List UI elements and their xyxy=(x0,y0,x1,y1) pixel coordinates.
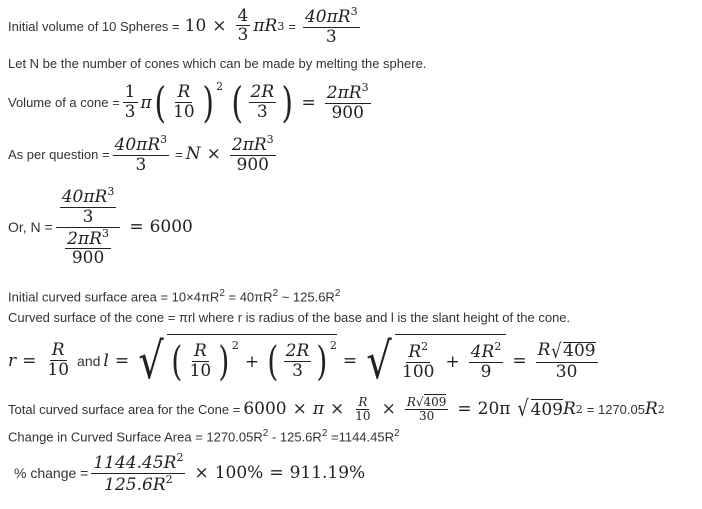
result-value: 911.19% xyxy=(289,463,366,484)
right-paren: ) xyxy=(218,338,230,385)
text-part: Change in Curved Surface Area = 1270.05R xyxy=(8,429,263,445)
equals-sign: = xyxy=(269,463,284,484)
radical-sign: √ xyxy=(415,395,424,409)
left-paren: ( xyxy=(154,78,166,127)
bottom-fraction xyxy=(65,228,111,269)
numerator: 2πR xyxy=(67,228,102,249)
numerator: 1 xyxy=(124,81,136,102)
text-part: ~ 125.6R xyxy=(278,289,335,305)
sqrt-expression xyxy=(135,334,337,388)
denominator: 3 xyxy=(237,25,249,46)
label: Or, N = xyxy=(8,219,53,236)
denominator: 125.6R xyxy=(104,474,166,495)
plus-sign: + xyxy=(244,351,260,372)
line-total-curved-area xyxy=(8,396,665,423)
denominator: 9 xyxy=(480,362,492,383)
left-paren: ( xyxy=(231,78,244,127)
denominator: 3 xyxy=(292,360,303,381)
radical-sign: √ xyxy=(517,396,530,422)
radical-sign: √ xyxy=(551,338,562,363)
label: As per question = xyxy=(8,146,110,162)
exponent: 2 xyxy=(216,80,224,93)
sqrt-expression-2 xyxy=(363,334,506,388)
numerator: 4 xyxy=(237,5,249,26)
fraction-r-over-10 xyxy=(353,396,372,423)
denominator: 10 xyxy=(173,101,195,122)
exponent: 2 xyxy=(421,340,429,354)
exponent: 2 xyxy=(334,288,341,299)
fraction-change xyxy=(91,452,185,495)
right-paren: ) xyxy=(281,78,294,127)
numerator: R xyxy=(537,340,551,361)
exponent: 3 xyxy=(107,185,115,198)
pi-symbol: π xyxy=(312,399,325,420)
denominator: 3 xyxy=(325,26,337,47)
times-symbol: × xyxy=(212,16,227,37)
exponent: 2 xyxy=(494,340,502,354)
exponent: 2 xyxy=(321,428,328,439)
fraction-2r-over-3 xyxy=(249,81,277,122)
denominator: 3 xyxy=(135,154,147,175)
fraction-r-root409-over-30 xyxy=(405,396,449,423)
denominator: 30 xyxy=(418,408,435,423)
radical-sign: √ xyxy=(138,332,164,390)
line-initial-curved-area xyxy=(8,288,340,304)
fraction-result xyxy=(303,6,360,47)
exponent: 3 xyxy=(266,133,274,146)
line-percent-change xyxy=(14,452,365,495)
exponent: 2 xyxy=(575,402,583,416)
denominator: 900 xyxy=(71,248,105,269)
equals-sign: = xyxy=(301,92,316,113)
r-symbol: R xyxy=(562,399,576,420)
numerator: R xyxy=(177,81,191,102)
value-ten: 10 xyxy=(184,16,207,37)
line-volume-cone xyxy=(8,78,374,127)
numerator: 2R xyxy=(285,340,310,361)
pi-symbol: π xyxy=(253,16,265,37)
result-value: 6000 xyxy=(149,217,193,238)
r-symbol: r xyxy=(8,351,17,371)
exponent: 3 xyxy=(160,133,168,146)
radicand: 409 xyxy=(423,395,447,409)
right-paren: ) xyxy=(316,338,328,385)
fraction-four-thirds xyxy=(236,5,251,46)
numerator: 40πR xyxy=(114,135,161,155)
radical-sign: √ xyxy=(366,332,392,390)
and-text: and xyxy=(77,353,101,369)
radicand: 409 xyxy=(530,399,563,420)
line-change-area xyxy=(8,428,400,444)
equals-sign: = xyxy=(175,146,183,162)
l-symbol: l xyxy=(103,351,109,371)
line-as-per-question xyxy=(8,134,279,175)
hundred-percent: 100% xyxy=(214,463,264,484)
denominator: 100 xyxy=(402,362,435,383)
exponent: 3 xyxy=(101,226,109,240)
fraction-r-over-10 xyxy=(45,342,71,380)
line-r-and-l xyxy=(8,334,601,388)
label: Total curved surface area for the Cone = xyxy=(8,401,241,417)
label: % change = xyxy=(14,465,89,482)
fraction-right xyxy=(230,134,276,175)
r-symbol: R xyxy=(644,399,658,420)
exponent: 2 xyxy=(329,339,337,352)
denominator: 10 xyxy=(355,408,371,423)
numerator: 40πR xyxy=(61,187,108,207)
numerator: 1144.45R xyxy=(93,453,177,473)
exponent: 3 xyxy=(277,19,285,33)
text-part: Initial curved surface area = 10×4πR xyxy=(8,289,220,305)
radicand: 409 xyxy=(563,340,596,361)
fraction-r-over-10 xyxy=(171,81,197,122)
fraction-left xyxy=(113,134,170,175)
times-symbol: × xyxy=(330,399,345,420)
numerator: 2πR xyxy=(326,83,362,104)
numerator: R xyxy=(358,395,368,409)
denominator: 10 xyxy=(47,360,70,381)
denominator: 900 xyxy=(331,103,364,124)
text-part: - 125.6R xyxy=(268,429,322,445)
line-or-n xyxy=(8,186,193,268)
times-symbol: × xyxy=(206,144,221,165)
equals-sign: = xyxy=(342,351,358,371)
denominator: 3 xyxy=(256,101,268,122)
top-fraction xyxy=(60,186,117,227)
denominator: 10 xyxy=(189,360,212,381)
compound-fraction xyxy=(56,186,121,268)
fraction-one-third xyxy=(123,81,138,122)
exponent: 2 xyxy=(657,402,665,416)
fraction-result xyxy=(325,82,371,123)
result-text: = 1270.05 xyxy=(586,401,645,417)
value-6000: 6000 xyxy=(243,399,287,420)
times-symbol: × xyxy=(194,463,209,484)
twenty-pi: 20π xyxy=(477,399,511,420)
exponent: 3 xyxy=(361,81,369,95)
exponent: 2 xyxy=(219,288,225,299)
line-curved-surface-cone xyxy=(8,310,570,325)
plus-sign: + xyxy=(445,351,460,372)
left-paren: ( xyxy=(171,338,183,385)
denominator: 3 xyxy=(82,206,94,227)
equals-sign: = xyxy=(114,351,130,371)
denominator: 30 xyxy=(555,361,578,382)
times-symbol: × xyxy=(292,399,307,420)
line-initial-volume xyxy=(8,6,363,47)
n-symbol: N xyxy=(185,144,201,165)
statement-text: Let N be the number of cones which can be made by melting the sphere. xyxy=(8,56,427,71)
text-part: =1144.45R xyxy=(327,429,394,445)
exponent: 2 xyxy=(231,339,239,352)
numerator: R xyxy=(193,340,207,361)
numerator: 2R xyxy=(250,81,275,102)
numerator: 4R xyxy=(470,342,495,363)
radius-symbol: R xyxy=(264,16,278,37)
exponent: 2 xyxy=(165,472,173,486)
numerator: 40πR xyxy=(304,7,351,27)
left-paren: ( xyxy=(267,338,279,385)
line-let-n xyxy=(8,56,426,71)
numerator: R xyxy=(406,395,416,409)
numerator: R xyxy=(51,340,65,361)
equals-sign: = xyxy=(457,399,472,420)
exponent: 2 xyxy=(176,451,184,464)
fraction-result xyxy=(536,338,598,382)
numerator: R xyxy=(408,342,422,363)
text-part: = 40πR xyxy=(224,289,273,305)
right-paren: ) xyxy=(202,78,214,127)
statement-text: Curved surface of the cone = πrl where r is radius of the base and l is the slant height of the cone. xyxy=(8,310,571,325)
denominator: 3 xyxy=(124,101,136,122)
exponent: 3 xyxy=(350,5,358,18)
exponent: 2 xyxy=(272,288,279,299)
pi-symbol: π xyxy=(140,92,152,113)
equals-sign: = xyxy=(22,351,37,371)
exponent: 2 xyxy=(262,428,269,439)
label: Initial volume of 10 Spheres = xyxy=(8,18,180,34)
equals-sign: = xyxy=(288,18,296,34)
exponent: 2 xyxy=(394,428,400,439)
label: Volume of a cone = xyxy=(8,95,120,110)
denominator: 900 xyxy=(236,154,269,175)
equals-sign: = xyxy=(129,217,144,238)
numerator: 2πR xyxy=(231,135,267,155)
times-symbol: × xyxy=(381,399,396,420)
equals-sign: = xyxy=(512,351,527,371)
